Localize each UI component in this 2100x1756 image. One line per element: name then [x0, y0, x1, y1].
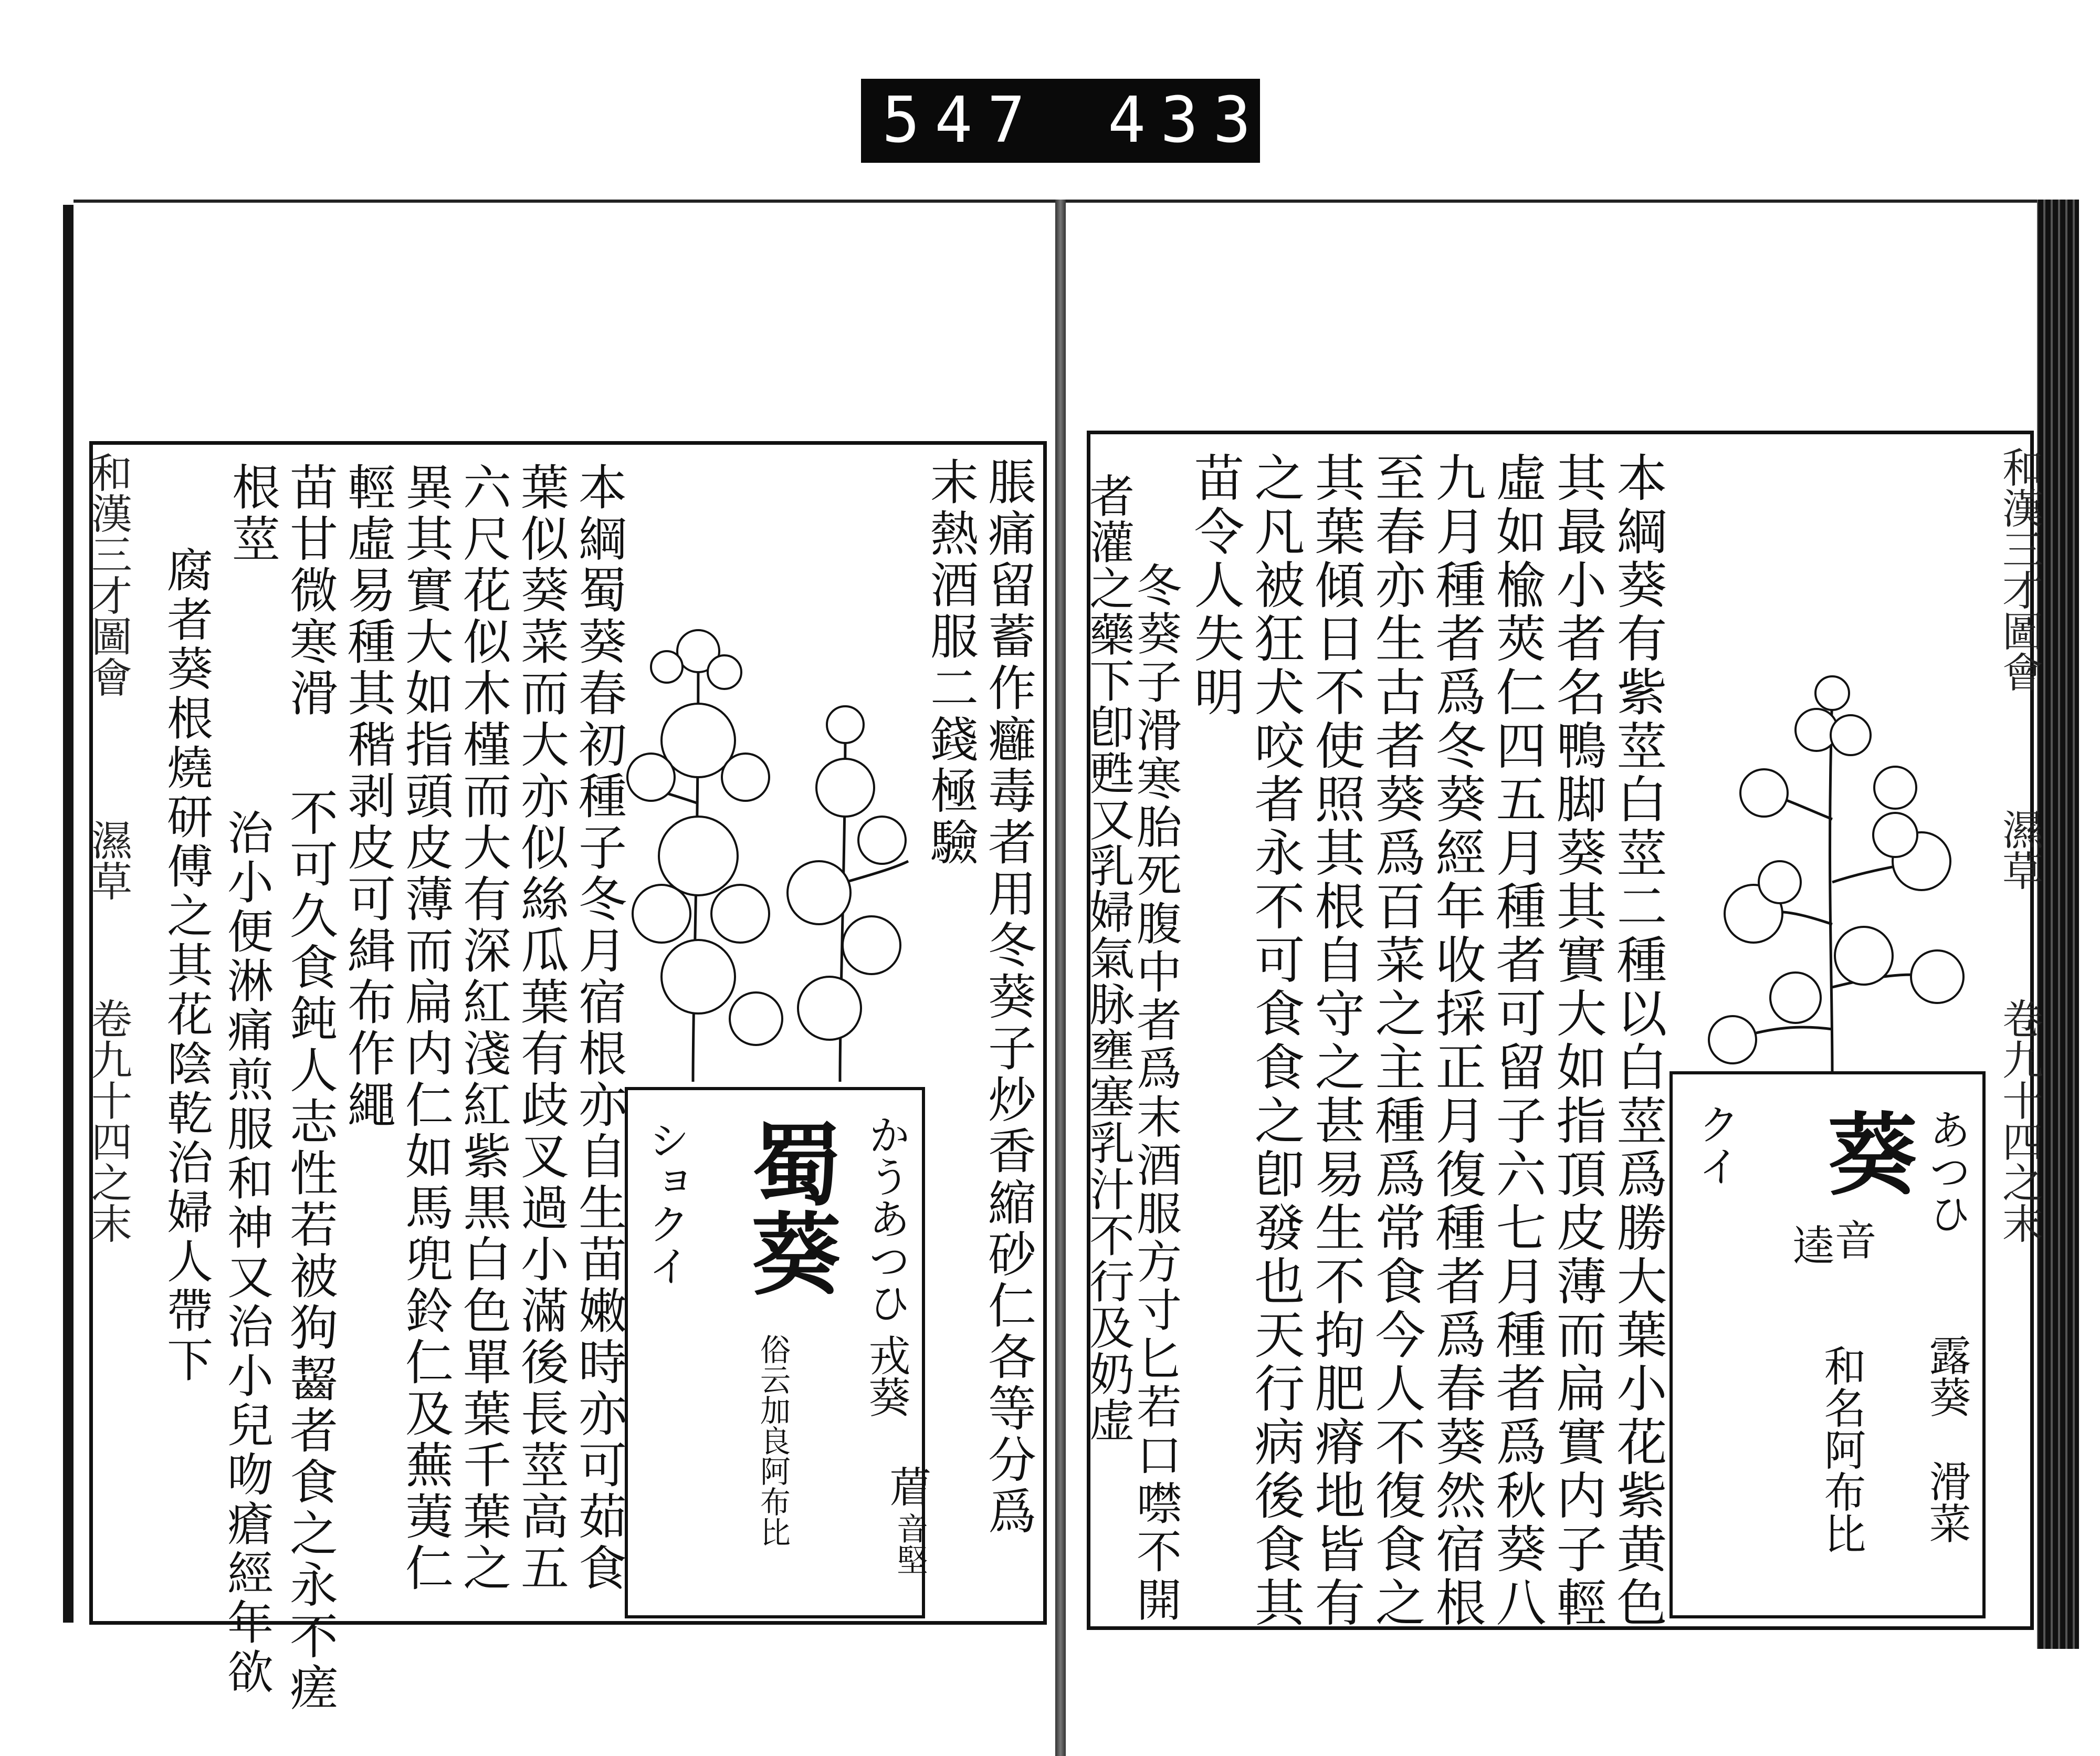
aoi-on-label: 音 [1828, 1218, 1876, 1260]
right-margin-volume: 卷九十四之末 [1996, 998, 2043, 1243]
accession-label [861, 79, 1266, 163]
shokki-kana-reading: かうあつひ [862, 1113, 910, 1323]
right-margin-title: 和漢三才圖會 [1996, 446, 2043, 692]
right-col-1: 本綱葵有紫莖白莖二種以白莖爲勝大葉小花紫黄色 [1609, 452, 1667, 1630]
shokki-common-name: 俗云加良阿布比 [755, 1334, 791, 1547]
aoi-title: 葵 [1812, 1108, 1917, 1197]
shokki-alt-reading: 音堅 [891, 1512, 928, 1575]
right-col-8: 苗令人失明 [1186, 452, 1245, 719]
shokki-sound-kana: ショクイ [641, 1119, 690, 1287]
left-margin-section: 濕草 [85, 819, 132, 901]
aoi-plant-illustration [1675, 662, 1979, 1071]
right-col-10: 者灌之藥下卽甦又乳婦氣脉壅塞乳汁不行及奶虚 [1082, 473, 1134, 1443]
shokki-title: 蜀葵 [736, 1119, 841, 1297]
right-col-2: 其最小者名鴨脚葵其實大如指頂皮薄而扁實内子輕 [1548, 452, 1607, 1630]
accession-number-left: 547 [882, 84, 1040, 157]
left-col-6: 苗甘微寒滑 [282, 462, 338, 719]
aoi-sound-kana: クイ [1691, 1103, 1740, 1187]
left-col-5: 輕虛易種其稭剥皮可緝布作繩 [340, 462, 396, 1131]
shokki-synonyms: 戎葵 [862, 1334, 910, 1418]
aoi-wamei: 和名阿布比 [1817, 1344, 1866, 1554]
left-col-8: 根莖 [224, 462, 280, 565]
left-col-4: 異其實大如指頭皮薄而扁内仁如馬兜鈴仁及蕪荑仁 [397, 462, 454, 1594]
left-top-col-1: 脹痛留蓄作癰毒者用冬葵子炒香縮砂仁各等分爲 [980, 457, 1036, 1538]
right-col-6: 其葉傾日不使照其根自守之甚易生不拘肥瘠地皆有 [1307, 452, 1366, 1630]
left-margin-volume: 卷九十四之末 [85, 998, 132, 1243]
left-margin-title: 和漢三才圖會 [85, 452, 132, 697]
right-col-4: 九月種者爲冬葵經年收採正月復種者爲春葵然宿根 [1427, 452, 1486, 1630]
left-col-10: 腐者葵根燒研傅之其花陰乾治婦人帶下 [160, 546, 214, 1385]
right-col-5: 至春亦生古者葵爲百菜之主種爲常食今人不復食之 [1367, 452, 1426, 1630]
book-gutter [1055, 200, 1066, 1756]
right-col-9: 冬葵子滑寒胎死腹中者爲末酒服方寸匕若口噤不開 [1129, 562, 1181, 1625]
aoi-synonyms: 露葵 滑菜 [1922, 1334, 1971, 1544]
left-col-3: 六尺花似木槿而大有深紅淺紅紫黒白色單葉千葉之 [455, 462, 511, 1594]
left-top-col-2: 末熱酒服二錢極驗 [922, 457, 979, 869]
right-margin-section: 濕草 [1996, 809, 2043, 891]
right-col-3: 虛如楡莢仁四五月種者可留子六七月種者爲秋葵八 [1488, 452, 1547, 1630]
left-col-2: 葉似葵菜而大亦似絲瓜葉有歧叉過小滿後長莖高五 [513, 462, 569, 1594]
aoi-kana-reading: あつひ [1922, 1108, 1971, 1234]
accession-number-right: 433 [1108, 84, 1266, 157]
shokki-alt-name: 葿 [883, 1465, 931, 1507]
left-col-7: 不可久食鈍人志性若被狗齧者食之永不瘥 [282, 788, 338, 1714]
right-col-7: 之凡被狂犬咬者永不可食食之卽發也天行病後食其 [1246, 452, 1305, 1630]
aoi-on-reading: 逵 [1786, 1224, 1834, 1266]
shokki-plant-illustration [620, 620, 914, 1082]
left-col-1: 本綱蜀葵春初種子冬月宿根亦自生苗嫩時亦可茹食 [571, 462, 627, 1594]
left-col-9: 治小便淋痛煎服和神又治小兒吻瘡經年欲 [220, 809, 274, 1697]
